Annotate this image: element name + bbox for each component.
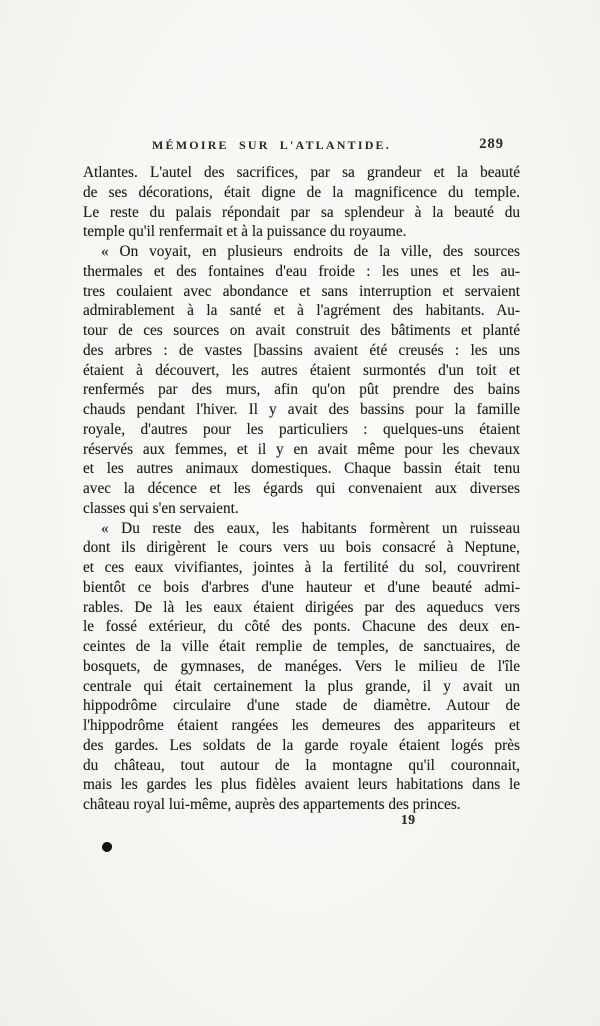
text-line: centrale qui était certainement la plus grande, il y avait un	[83, 677, 520, 695]
signature-mark: 19	[401, 812, 416, 827]
text-line: bientôt ce bois d'arbres d'une hauteur et d'une beauté admi-	[83, 578, 520, 596]
text-line: du château, tout autour de la montagne qu'il couronnait,	[83, 756, 520, 774]
text-line: tres coulaient avec abondance et sans interruption et servaient	[83, 282, 520, 300]
ink-blot	[101, 841, 113, 853]
text-line: « On voyait, en plusieurs endroits de la ville, des sources	[101, 243, 520, 260]
text-line: thermales et des fontaines d'eau froide : les unes et les au-	[83, 262, 520, 280]
text-line: ceintes de la ville était remplie de temples, de sanctuaires, de	[83, 638, 520, 655]
text-line: mais les gardes les plus fidèles avaient leurs habitations dans le	[83, 776, 520, 794]
text-line: renfermés par des murs, afin qu'on pût prendre des bains	[83, 381, 520, 399]
text-line: tour de ces sources on avait construit des bâtiments et planté	[83, 322, 520, 339]
text-line: étaient à découvert, les autres étaient surmontés d'un toit et	[83, 361, 520, 379]
text-line: classes qui s'en servaient.	[83, 499, 239, 517]
text-line: avec la décence et les égards qui convenaient aux diverses	[83, 480, 520, 497]
signature-line	[83, 811, 520, 829]
text-line: hippodrôme circulaire d'une stade de diamètre. Autour de	[83, 697, 520, 715]
page-number: 289	[479, 136, 504, 152]
text-line: des arbres : de vastes [bassins avaient été creusés : les uns	[83, 341, 520, 359]
text-line: dont ils dirigèrent le cours vers uu bois consacré à Neptune,	[83, 539, 520, 557]
text-line: temple qu'il renfermait et à la puissance du royaume.	[83, 223, 407, 241]
text-line: le fossé extérieur, du côté des ponts. Chacune des deux en-	[83, 618, 520, 636]
text-line: « Du reste des eaux, les habitants formèrent un ruisseau	[101, 519, 520, 537]
running-title: MÉMOIRE SUR L'ATLANTIDE.	[152, 138, 391, 152]
text-line: chauds pendant l'hiver. Il y avait des bassins pour la famille	[83, 401, 520, 418]
text-line: rables. De là les eaux étaient dirigées par des aqueducs vers	[83, 598, 520, 616]
text-line: Atlantes. L'autel des sacrifices, par sa grandeur et la beauté	[83, 164, 520, 181]
body-lines	[83, 163, 520, 815]
text-line: bosquets, de gymnases, de manéges. Vers le milieu de l'île	[83, 657, 520, 675]
text-line: Le reste du palais répondait par sa splendeur à la beauté du	[83, 203, 520, 221]
text-line: des gardes. Les soldats de la garde royale étaient logés près	[83, 736, 520, 754]
text-line: de ses décorations, était digne de la magnificence du temple.	[83, 183, 520, 201]
text-line: royale, d'autres pour les particuliers : quelques-uns étaient	[83, 420, 520, 438]
text-line: château royal lui-même, auprès des appartements des princes.	[83, 796, 461, 813]
text-line: et les autres animaux domestiques. Chaque bassin était tenu	[83, 460, 520, 478]
text-line: et ces eaux vivifiantes, jointes à la fertilité du sol, couvrirent	[83, 559, 520, 576]
running-head	[83, 136, 520, 154]
text-line: l'hippodrôme étaient rangées les demeures des appariteurs et	[83, 717, 520, 734]
text-line: réservés aux femmes, et il y en avait même pour les chevaux	[83, 440, 520, 458]
text-line: admirablement à la santé et à l'agrément des habitants. Au-	[83, 302, 520, 320]
